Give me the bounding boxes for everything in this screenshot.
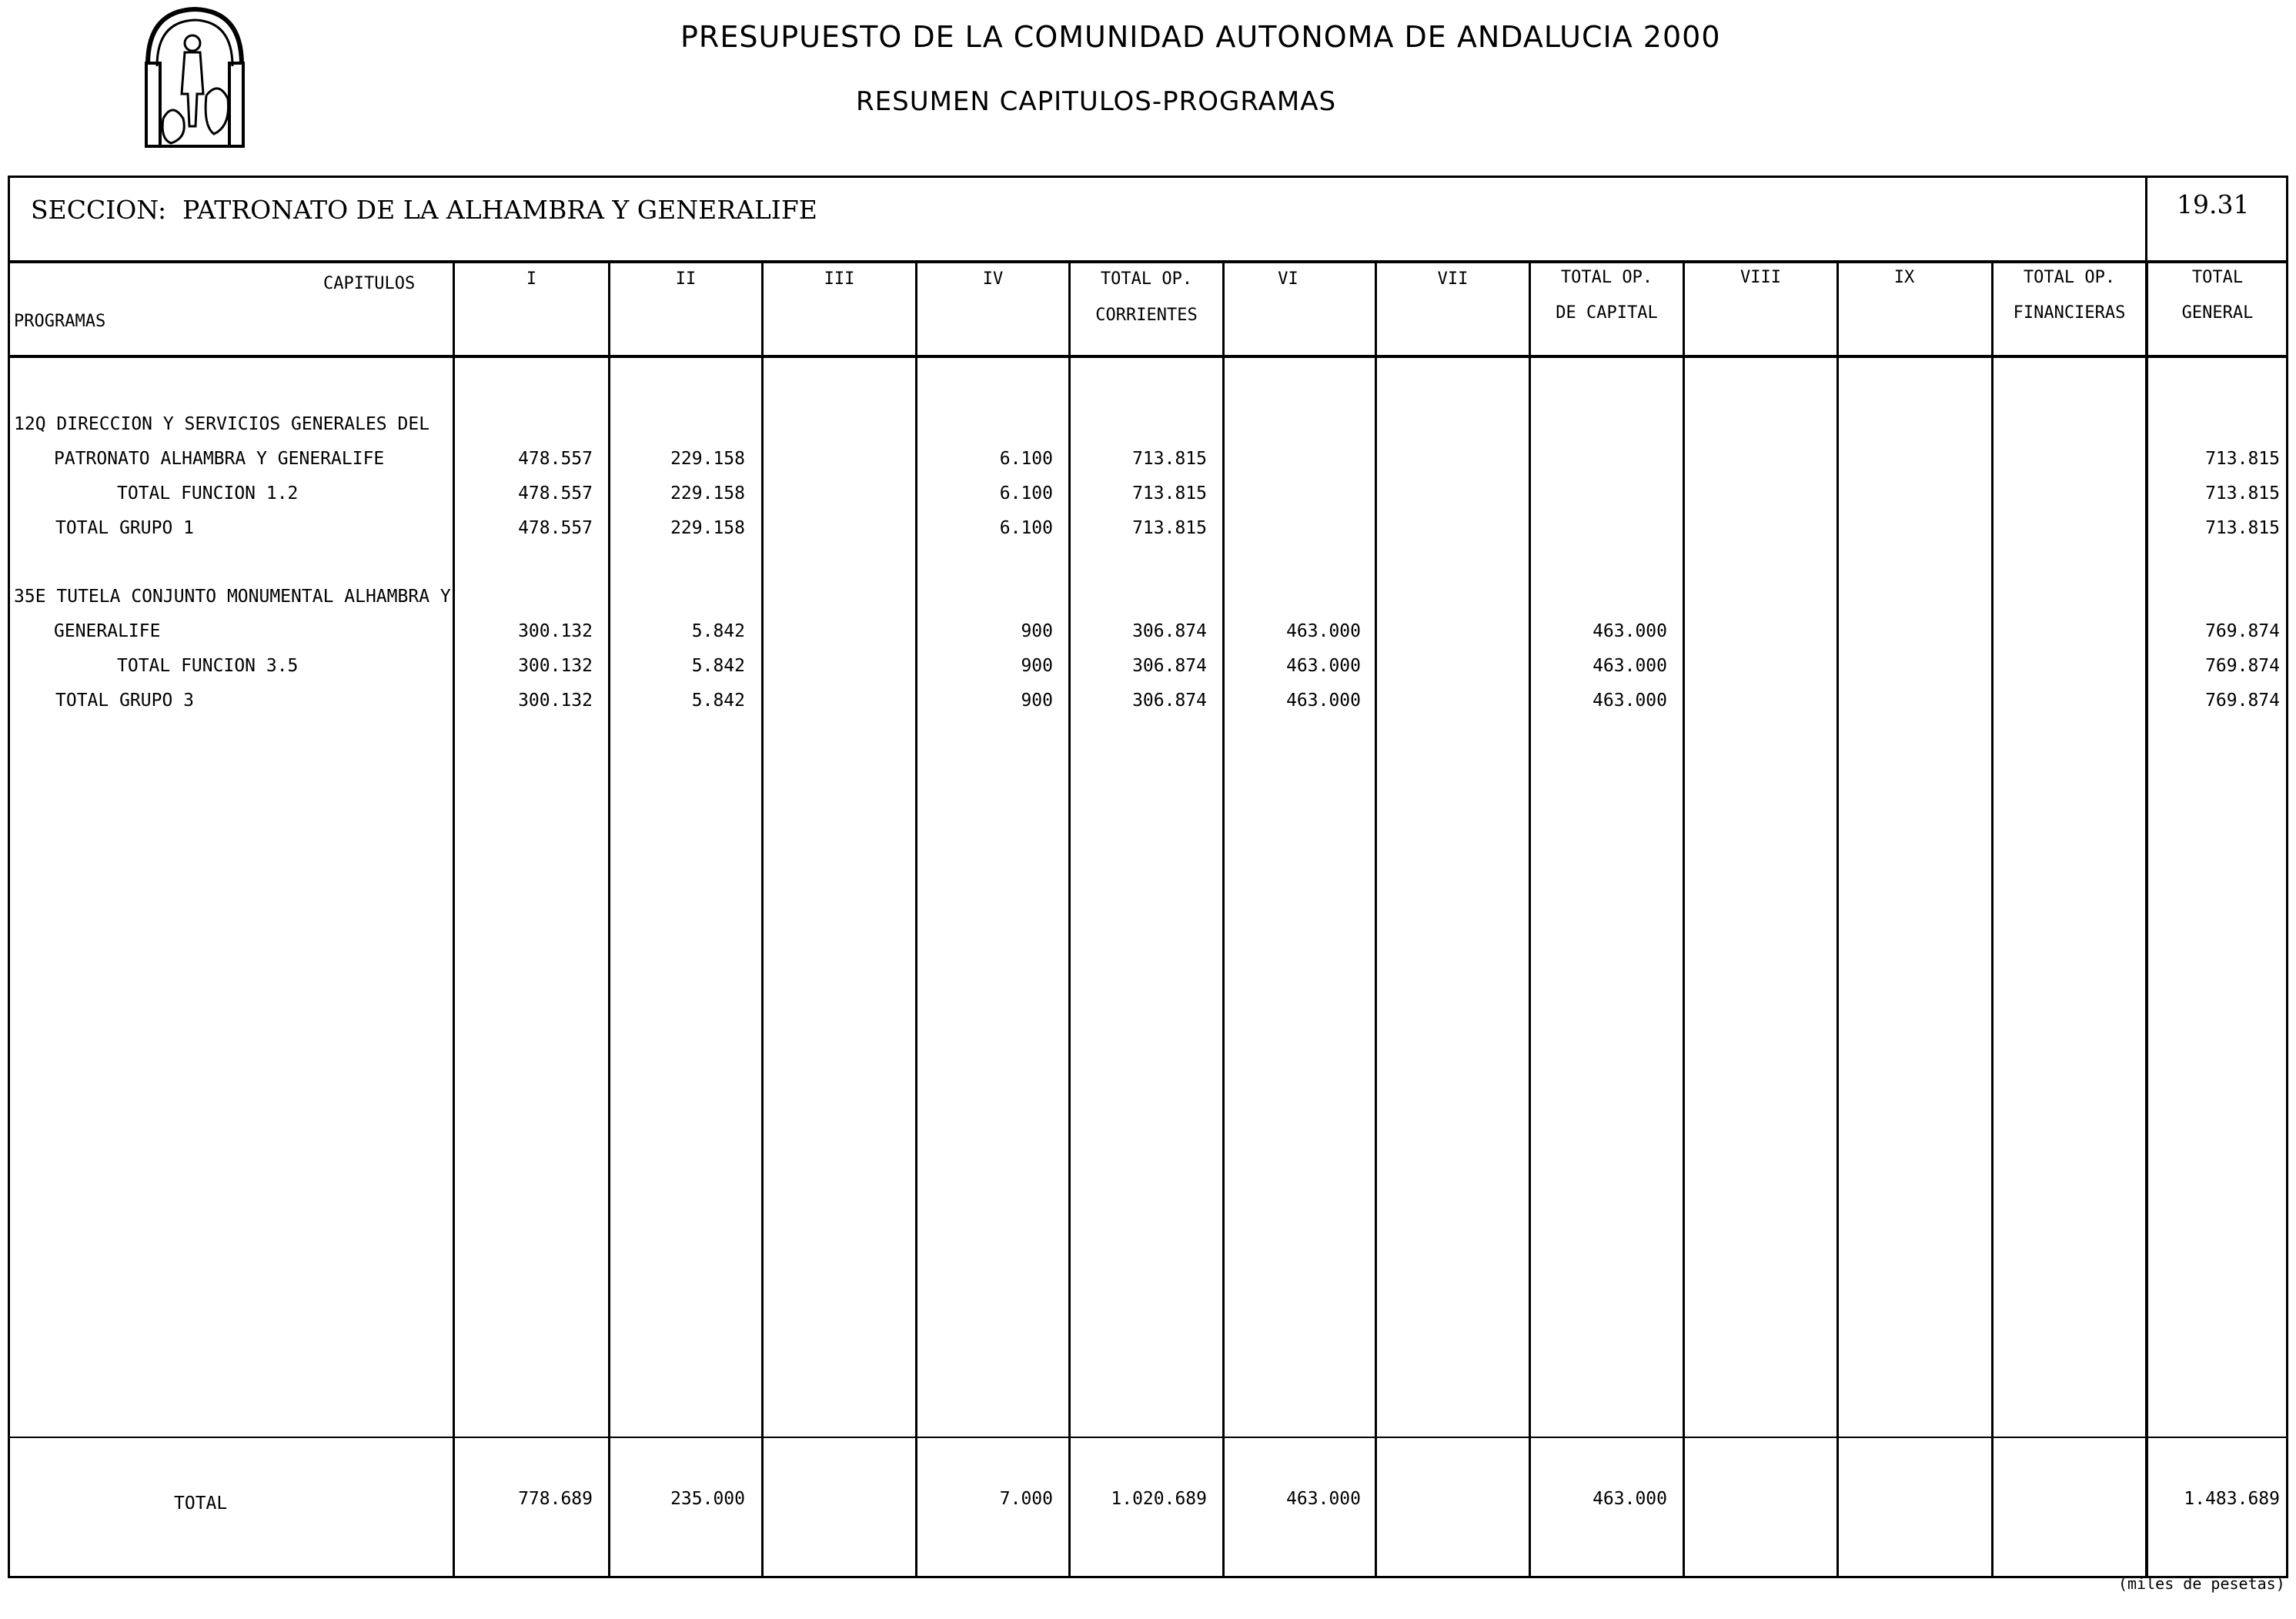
column-divider <box>608 260 610 1578</box>
header-total-financieras-1: TOTAL OP. <box>2023 268 2116 287</box>
column-divider <box>761 260 764 1578</box>
row-value: 300.132 <box>518 621 593 641</box>
row-label: TOTAL GRUPO 3 <box>55 691 195 711</box>
column-divider <box>453 260 455 1578</box>
row-value: 229.158 <box>670 483 745 503</box>
row-value: 6.100 <box>999 518 1053 538</box>
row-label: TOTAL GRUPO 1 <box>55 518 195 538</box>
units-footnote: (miles de pesetas) <box>2118 1574 2285 1593</box>
row-label: 35E TUTELA CONJUNTO MONUMENTAL ALHAMBRA Y <box>14 587 451 607</box>
row-value: 5.842 <box>691 656 745 676</box>
column-divider <box>1068 260 1071 1578</box>
header-programas: PROGRAMAS <box>14 312 106 331</box>
column-divider <box>1222 260 1225 1578</box>
row-value: 6.100 <box>999 449 1053 469</box>
row-value: 5.842 <box>691 691 745 711</box>
total-rule <box>8 1437 2288 1438</box>
row-value: 306.874 <box>1132 691 1207 711</box>
header-col-i: I <box>526 269 537 289</box>
document-title: PRESUPUESTO DE LA COMUNIDAD AUTONOMA DE ANDALUCIA 2000 <box>680 20 1721 54</box>
section-number-divider <box>2145 176 2147 263</box>
section-label: SECCION: PATRONATO DE LA ALHAMBRA Y GENERALIFE <box>31 195 817 225</box>
summary-table <box>8 176 2288 1578</box>
total-value: 778.689 <box>518 1489 593 1509</box>
column-divider <box>1529 260 1531 1578</box>
row-value: 713.815 <box>2205 449 2280 469</box>
total-value: 7.000 <box>999 1489 1053 1509</box>
header-total-corrientes-1: TOTAL OP. <box>1100 269 1193 289</box>
header-total-general-1: TOTAL <box>2191 268 2244 287</box>
header-col-vi: VI <box>1278 269 1298 289</box>
row-value: 713.815 <box>2205 518 2280 538</box>
row-label: GENERALIFE <box>54 621 161 641</box>
header-total-financieras-2: FINANCIERAS <box>2013 303 2126 323</box>
column-divider <box>2145 260 2148 1578</box>
row-value: 463.000 <box>1592 691 1667 711</box>
row-value: 229.158 <box>670 518 745 538</box>
row-label: TOTAL FUNCION 1.2 <box>117 483 299 503</box>
row-value: 769.874 <box>2205 691 2280 711</box>
row-value: 713.815 <box>1132 483 1207 503</box>
header-col-ii: II <box>675 269 697 289</box>
row-value: 5.842 <box>691 621 745 641</box>
total-value: 1.483.689 <box>2184 1489 2280 1509</box>
total-value: 235.000 <box>670 1489 745 1509</box>
header-total-capital-2: DE CAPITAL <box>1556 303 1658 323</box>
row-value: 713.815 <box>2205 483 2280 503</box>
total-value: 463.000 <box>1286 1489 1361 1509</box>
row-value: 300.132 <box>518 656 593 676</box>
row-value: 229.158 <box>670 449 745 469</box>
column-divider <box>1991 260 1994 1578</box>
column-divider <box>1375 260 1377 1578</box>
column-divider <box>1836 260 1839 1578</box>
row-value: 463.000 <box>1592 656 1667 676</box>
total-value: 1.020.689 <box>1111 1489 1207 1509</box>
document-subtitle: RESUMEN CAPITULOS-PROGRAMAS <box>856 86 1337 117</box>
row-value: 900 <box>1021 656 1053 676</box>
section-name: PATRONATO DE LA ALHAMBRA Y GENERALIFE <box>182 195 817 225</box>
row-value: 306.874 <box>1132 656 1207 676</box>
header-col-viii: VIII <box>1740 268 1781 287</box>
row-value: 900 <box>1021 621 1053 641</box>
header-rule <box>8 355 2288 358</box>
row-value: 769.874 <box>2205 656 2280 676</box>
row-value: 463.000 <box>1286 621 1361 641</box>
andalucia-emblem-logo <box>140 3 249 149</box>
header-capitulos: CAPITULOS <box>323 274 416 293</box>
row-value: 478.557 <box>518 518 593 538</box>
column-divider <box>915 260 917 1578</box>
section-number: 19.31 <box>2177 189 2250 219</box>
header-col-ix: IX <box>1893 268 1915 287</box>
header-total-capital-1: TOTAL OP. <box>1560 268 1653 287</box>
row-value: 463.000 <box>1286 656 1361 676</box>
header-total-general-2: GENERAL <box>2181 303 2254 323</box>
total-value: 463.000 <box>1592 1489 1667 1509</box>
header-col-iii: III <box>824 269 855 289</box>
row-label: 12Q DIRECCION Y SERVICIOS GENERALES DEL <box>14 414 430 434</box>
row-value: 463.000 <box>1286 691 1361 711</box>
total-label: TOTAL <box>174 1494 228 1514</box>
row-value: 769.874 <box>2205 621 2280 641</box>
row-value: 463.000 <box>1592 621 1667 641</box>
row-value: 478.557 <box>518 449 593 469</box>
header-col-vii: VII <box>1437 269 1469 289</box>
row-value: 713.815 <box>1132 449 1207 469</box>
row-value: 478.557 <box>518 483 593 503</box>
row-label: TOTAL FUNCION 3.5 <box>117 656 299 676</box>
row-value: 300.132 <box>518 691 593 711</box>
row-value: 713.815 <box>1132 518 1207 538</box>
column-divider <box>1683 260 1685 1578</box>
row-label: PATRONATO ALHAMBRA Y GENERALIFE <box>54 449 385 469</box>
row-value: 306.874 <box>1132 621 1207 641</box>
header-col-iv: IV <box>982 269 1004 289</box>
row-value: 6.100 <box>999 483 1053 503</box>
header-total-corrientes-2: CORRIENTES <box>1095 306 1198 325</box>
row-value: 900 <box>1021 691 1053 711</box>
